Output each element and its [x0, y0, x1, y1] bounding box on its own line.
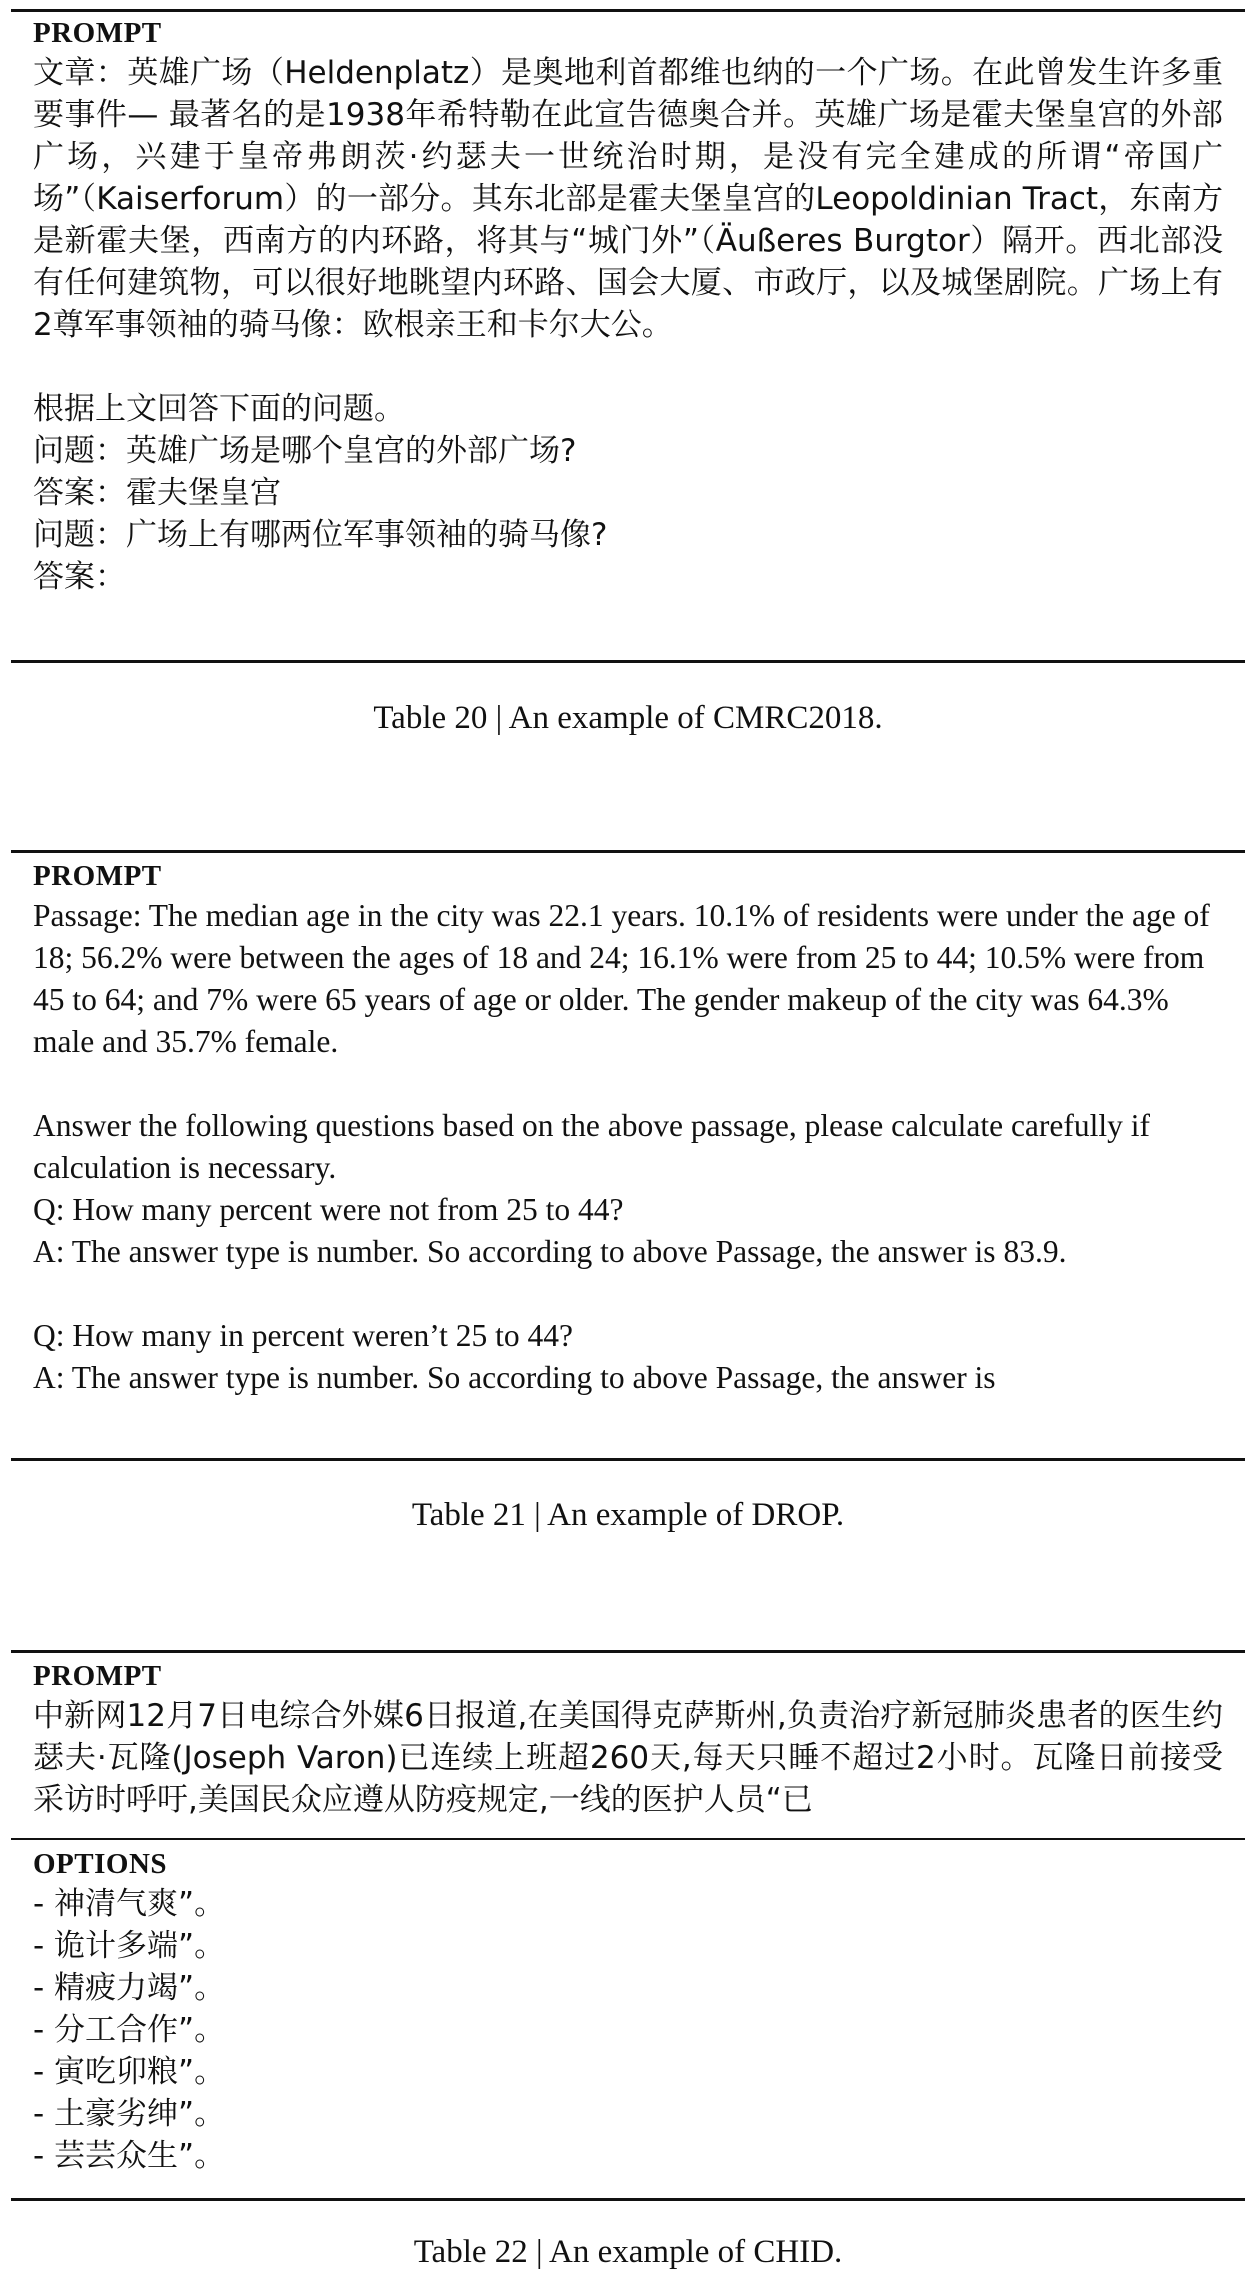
table21-answer-2: A: The answer type is number. So according to above Passage, the answer is	[33, 1360, 996, 1395]
table21-instruction: Answer the following questions based on the above passage, please calculate carefully if calculation is necessary.	[33, 1108, 1150, 1185]
table20-bottom-rule	[11, 660, 1245, 663]
table22-bottom-rule	[11, 2198, 1245, 2201]
table20-answer-1: 答案：霍夫堡皇宫	[33, 475, 281, 511]
table22-top-rule	[11, 1650, 1245, 1653]
table22-option: - 寅吃卯粮”。	[33, 2054, 226, 2090]
table22-heading: PROMPT	[33, 1660, 162, 1692]
table21-prompt-box	[11, 855, 1245, 1399]
table20-question-1: 问题：英雄广场是哪个皇宫的外部广场?	[33, 433, 577, 469]
table21-question-1: Q: How many percent were not from 25 to 44?	[33, 1192, 624, 1227]
table22-option: - 芸芸众生”。	[33, 2138, 226, 2174]
table21-heading: PROMPT	[33, 860, 162, 892]
table20-question-2: 问题：广场上有哪两位军事领袖的骑马像?	[33, 517, 608, 553]
table20-caption: Table 20 | An example of CMRC2018.	[373, 700, 883, 736]
table22-option: - 土豪劣绅”。	[33, 2096, 226, 2132]
table21-top-rule	[11, 850, 1245, 853]
table20-prompt-box	[11, 12, 1245, 598]
table22-option: - 分工合作”。	[33, 2012, 226, 2048]
table21-caption: Table 21 | An example of DROP.	[411, 1497, 845, 1533]
table22-option: - 精疲力竭”。	[33, 1970, 226, 2006]
table22-option: - 神清气爽”。	[33, 1886, 226, 1922]
table20-answer-2: 答案：	[33, 559, 126, 595]
table20-passage: 文章：英雄广场（Heldenplatz）是奥地利首都维也纳的一个广场。在此曾发生许多重要事件— 最著名的是1938年希特勒在此宣告德奥合并。英雄广场是霍夫堡皇宫的外部广场，兴建于皇帝弗朗茨·约瑟夫一世统治时期，是没有完全建成的所谓“帝国广场”（Kaiserforum）的一部分。其东北部是霍夫堡皇宫的Leopoldinian Tract，东南方是新霍夫堡，西南方的内环路，将其与“城门外”（Äußeres Burgtor）隔开。西北部没有任何建筑物，可以很好地眺望内环路、国会大厦、市政厅，以及城堡剧院。广场上有2尊军事领袖的骑马像：欧根亲王和卡尔大公。	[33, 55, 1223, 343]
table22-mid-rule	[11, 1838, 1245, 1840]
table22-prompt-box	[11, 1655, 1245, 1821]
table20-instruction: 根据上文回答下面的问题。	[33, 391, 405, 427]
table22-caption: Table 22 | An example of CHID.	[413, 2234, 843, 2270]
table22-option: - 诡计多端”。	[33, 1928, 226, 1964]
table20-heading: PROMPT	[33, 17, 162, 49]
table22-options-heading: OPTIONS	[33, 1848, 168, 1880]
table21-question-2: Q: How many in percent weren’t 25 to 44?	[33, 1318, 574, 1353]
table21-answer-1: A: The answer type is number. So according to above Passage, the answer is 83.9.	[33, 1234, 1067, 1269]
table21-passage: Passage: The median age in the city was 22.1 years. 10.1% of residents were under the age of 18; 56.2% were between the ages of 18 and 24; 16.1% were from 25 to 44; 10.5% were from 45 to 64; and 7% were 65 years of age or older. The gender makeup of the city was 64.3% male and 35.7% female.	[33, 898, 1210, 1059]
table21-bottom-rule	[11, 1458, 1245, 1461]
table22-passage: 中新网12月7日电综合外媒6日报道,在美国得克萨斯州,负责治疗新冠肺炎患者的医生约瑟夫·瓦隆(Joseph Varon)已连续上班超260天,每天只睡不超过2小时。瓦隆日前接受采访时呼吁,美国民众应遵从防疫规定,一线的医护人员“已	[33, 1698, 1223, 1818]
table22-options-box	[11, 1843, 1245, 2177]
